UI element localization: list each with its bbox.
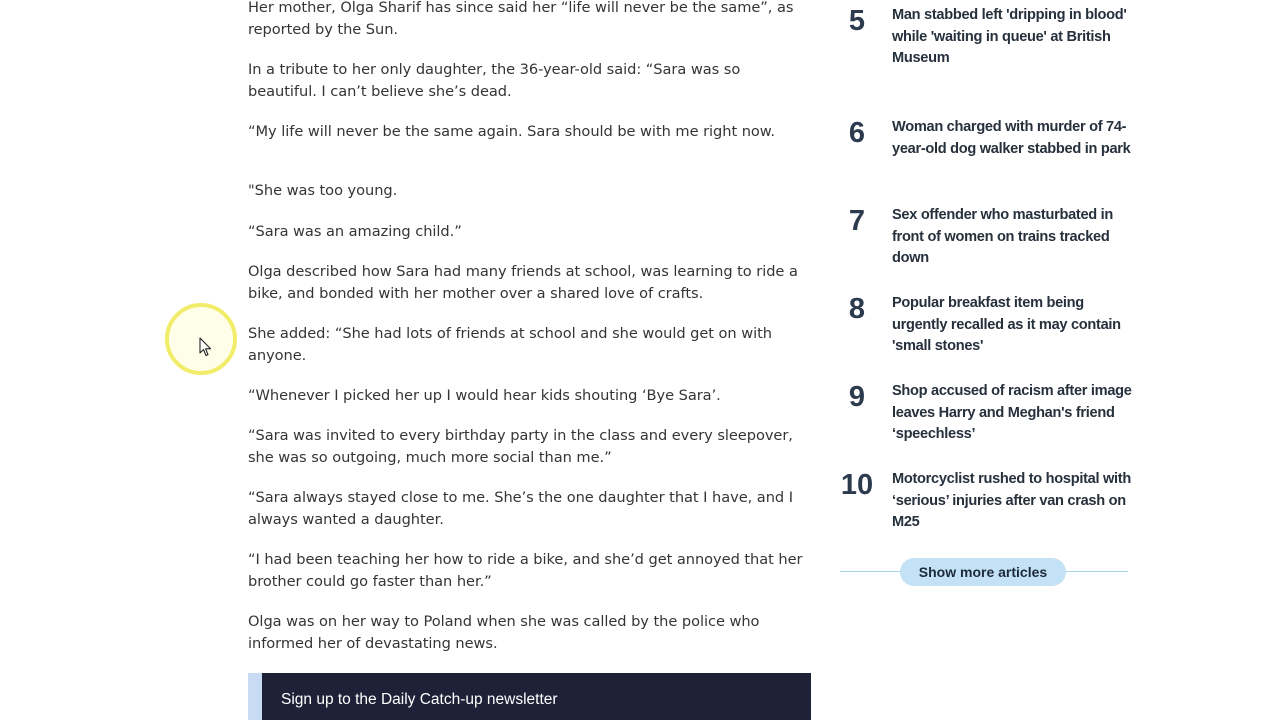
article-paragraph: She added: “She had lots of friends at school and she would get on with anyone. [248, 325, 772, 364]
article-paragraph: “Whenever I picked her up I would hear kids shouting ‘Bye Sara’. [248, 387, 721, 404]
rank-number: 9 [848, 381, 866, 413]
most-read-headline[interactable]: Woman charged with murder of 74-year-old dog walker stabbed in park [892, 119, 1131, 157]
rank-number: 6 [848, 117, 866, 149]
article-paragraph: “Sara was invited to every birthday party in the class and every sleepover, she was so outgoing, much more social than me.” [248, 427, 793, 466]
rank-number: 10 [840, 469, 874, 501]
most-read-sidebar [838, 0, 1132, 720]
most-read-headline[interactable]: Man stabbed left 'dripping in blood' while 'waiting in queue' at British Museum [892, 7, 1127, 66]
article-paragraph: Olga was on her way to Poland when she was called by the police who informed her of devastating news. [248, 613, 760, 652]
most-read-headline[interactable]: Motorcyclist rushed to hospital with ‘serious’ injuries after van crash on M25 [892, 471, 1131, 530]
article-paragraph: Her mother, Olga Sharif has since said her “life will never be the same”, as reported by the Sun. [248, 0, 794, 38]
mouse-pointer-icon [199, 337, 213, 357]
article-paragraph: “My life will never be the same again. Sara should be with me right now. [248, 123, 775, 140]
rank-number: 5 [848, 5, 866, 37]
article-paragraph: "She was too young. [248, 182, 398, 199]
article-paragraph: “Sara was an amazing child.” [248, 223, 462, 240]
newsletter-signup-banner[interactable] [248, 673, 811, 720]
newsletter-title: Sign up to the Daily Catch-up newsletter [281, 691, 558, 708]
rank-number: 7 [848, 205, 866, 237]
most-read-headline[interactable]: Shop accused of racism after image leaves Harry and Meghan's friend ‘speechless’ [892, 383, 1132, 442]
article-paragraph: Olga described how Sara had many friends at school, was learning to ride a bike, and bonded with her mother over a shared love of crafts. [248, 263, 798, 302]
article-paragraph: “Sara always stayed close to me. She’s the one daughter that I have, and I always wanted a daughter. [248, 489, 793, 528]
most-read-headline[interactable]: Popular breakfast item being urgently recalled as it may contain 'small stones' [892, 295, 1121, 354]
show-more-articles-button[interactable]: Show more articles [900, 558, 1066, 586]
most-read-headline[interactable]: Sex offender who masturbated in front of women on trains tracked down [892, 207, 1113, 266]
rank-number: 8 [848, 293, 866, 325]
article-paragraph: In a tribute to her only daughter, the 36-year-old said: “Sara was so beautiful. I can’t believe she’s dead. [248, 61, 741, 100]
article-paragraph: “I had been teaching her how to ride a bike, and she’d get annoyed that her brother could go faster than her.” [248, 551, 803, 590]
